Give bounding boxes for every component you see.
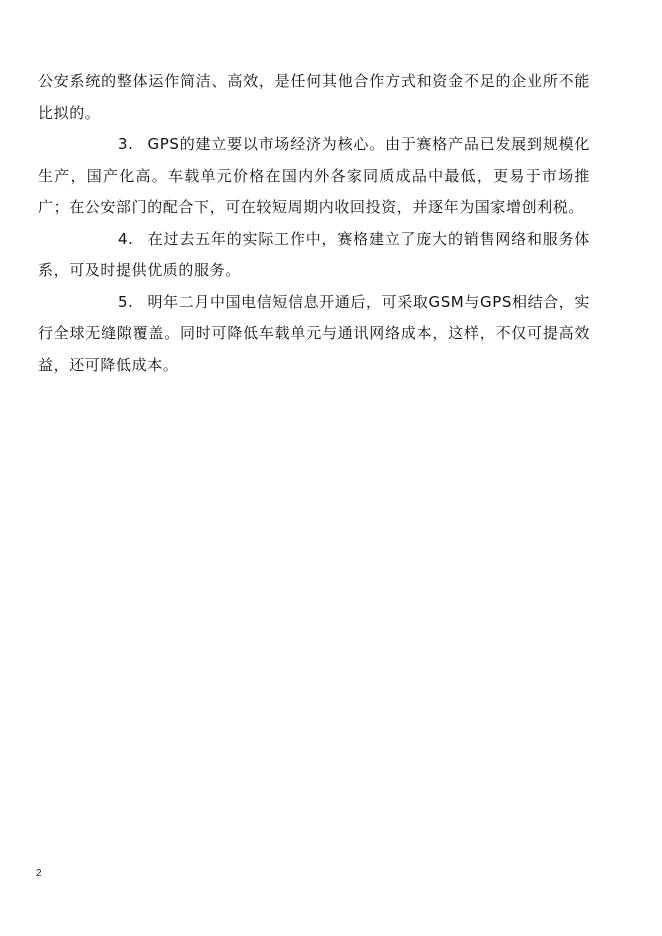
paragraph-text: 公安系统的整体运作简洁、高效，是任何其他合作方式和资金不足的企业所不能比拟的。 <box>38 72 590 122</box>
document-body <box>38 66 590 381</box>
paragraph-text: 明年二月中国电信短信息开通后，可采取GSM与GPS相结合，实行全球无缝隙覆盖。同时可降低车载单元与通讯网络成本，这样，不仅可提高效益，还可降低成本。 <box>38 292 590 374</box>
paragraph-continuation <box>38 66 590 129</box>
paragraph-number: 5. <box>118 292 134 311</box>
paragraph-item-3 <box>38 129 590 224</box>
paragraph-text: GPS的建立要以市场经济为核心。由于赛格产品已发展到规模化生产，国产化高。车载单元价格在国内外各家同质成品中最低，更易于市场推广；在公安部门的配合下，可在较短周期内收回投资，并逐年为国家增创利税。 <box>38 135 590 216</box>
paragraph-item-5 <box>38 287 590 382</box>
paragraph-text: 在过去五年的实际工作中，赛格建立了庞大的销售网络和服务体系，可及时提供优质的服务。 <box>38 229 590 279</box>
paragraph-number: 4. <box>118 229 134 248</box>
paragraph-item-4 <box>38 224 590 287</box>
paragraph-number: 3. <box>118 135 134 153</box>
page-number: 2 <box>36 868 42 879</box>
